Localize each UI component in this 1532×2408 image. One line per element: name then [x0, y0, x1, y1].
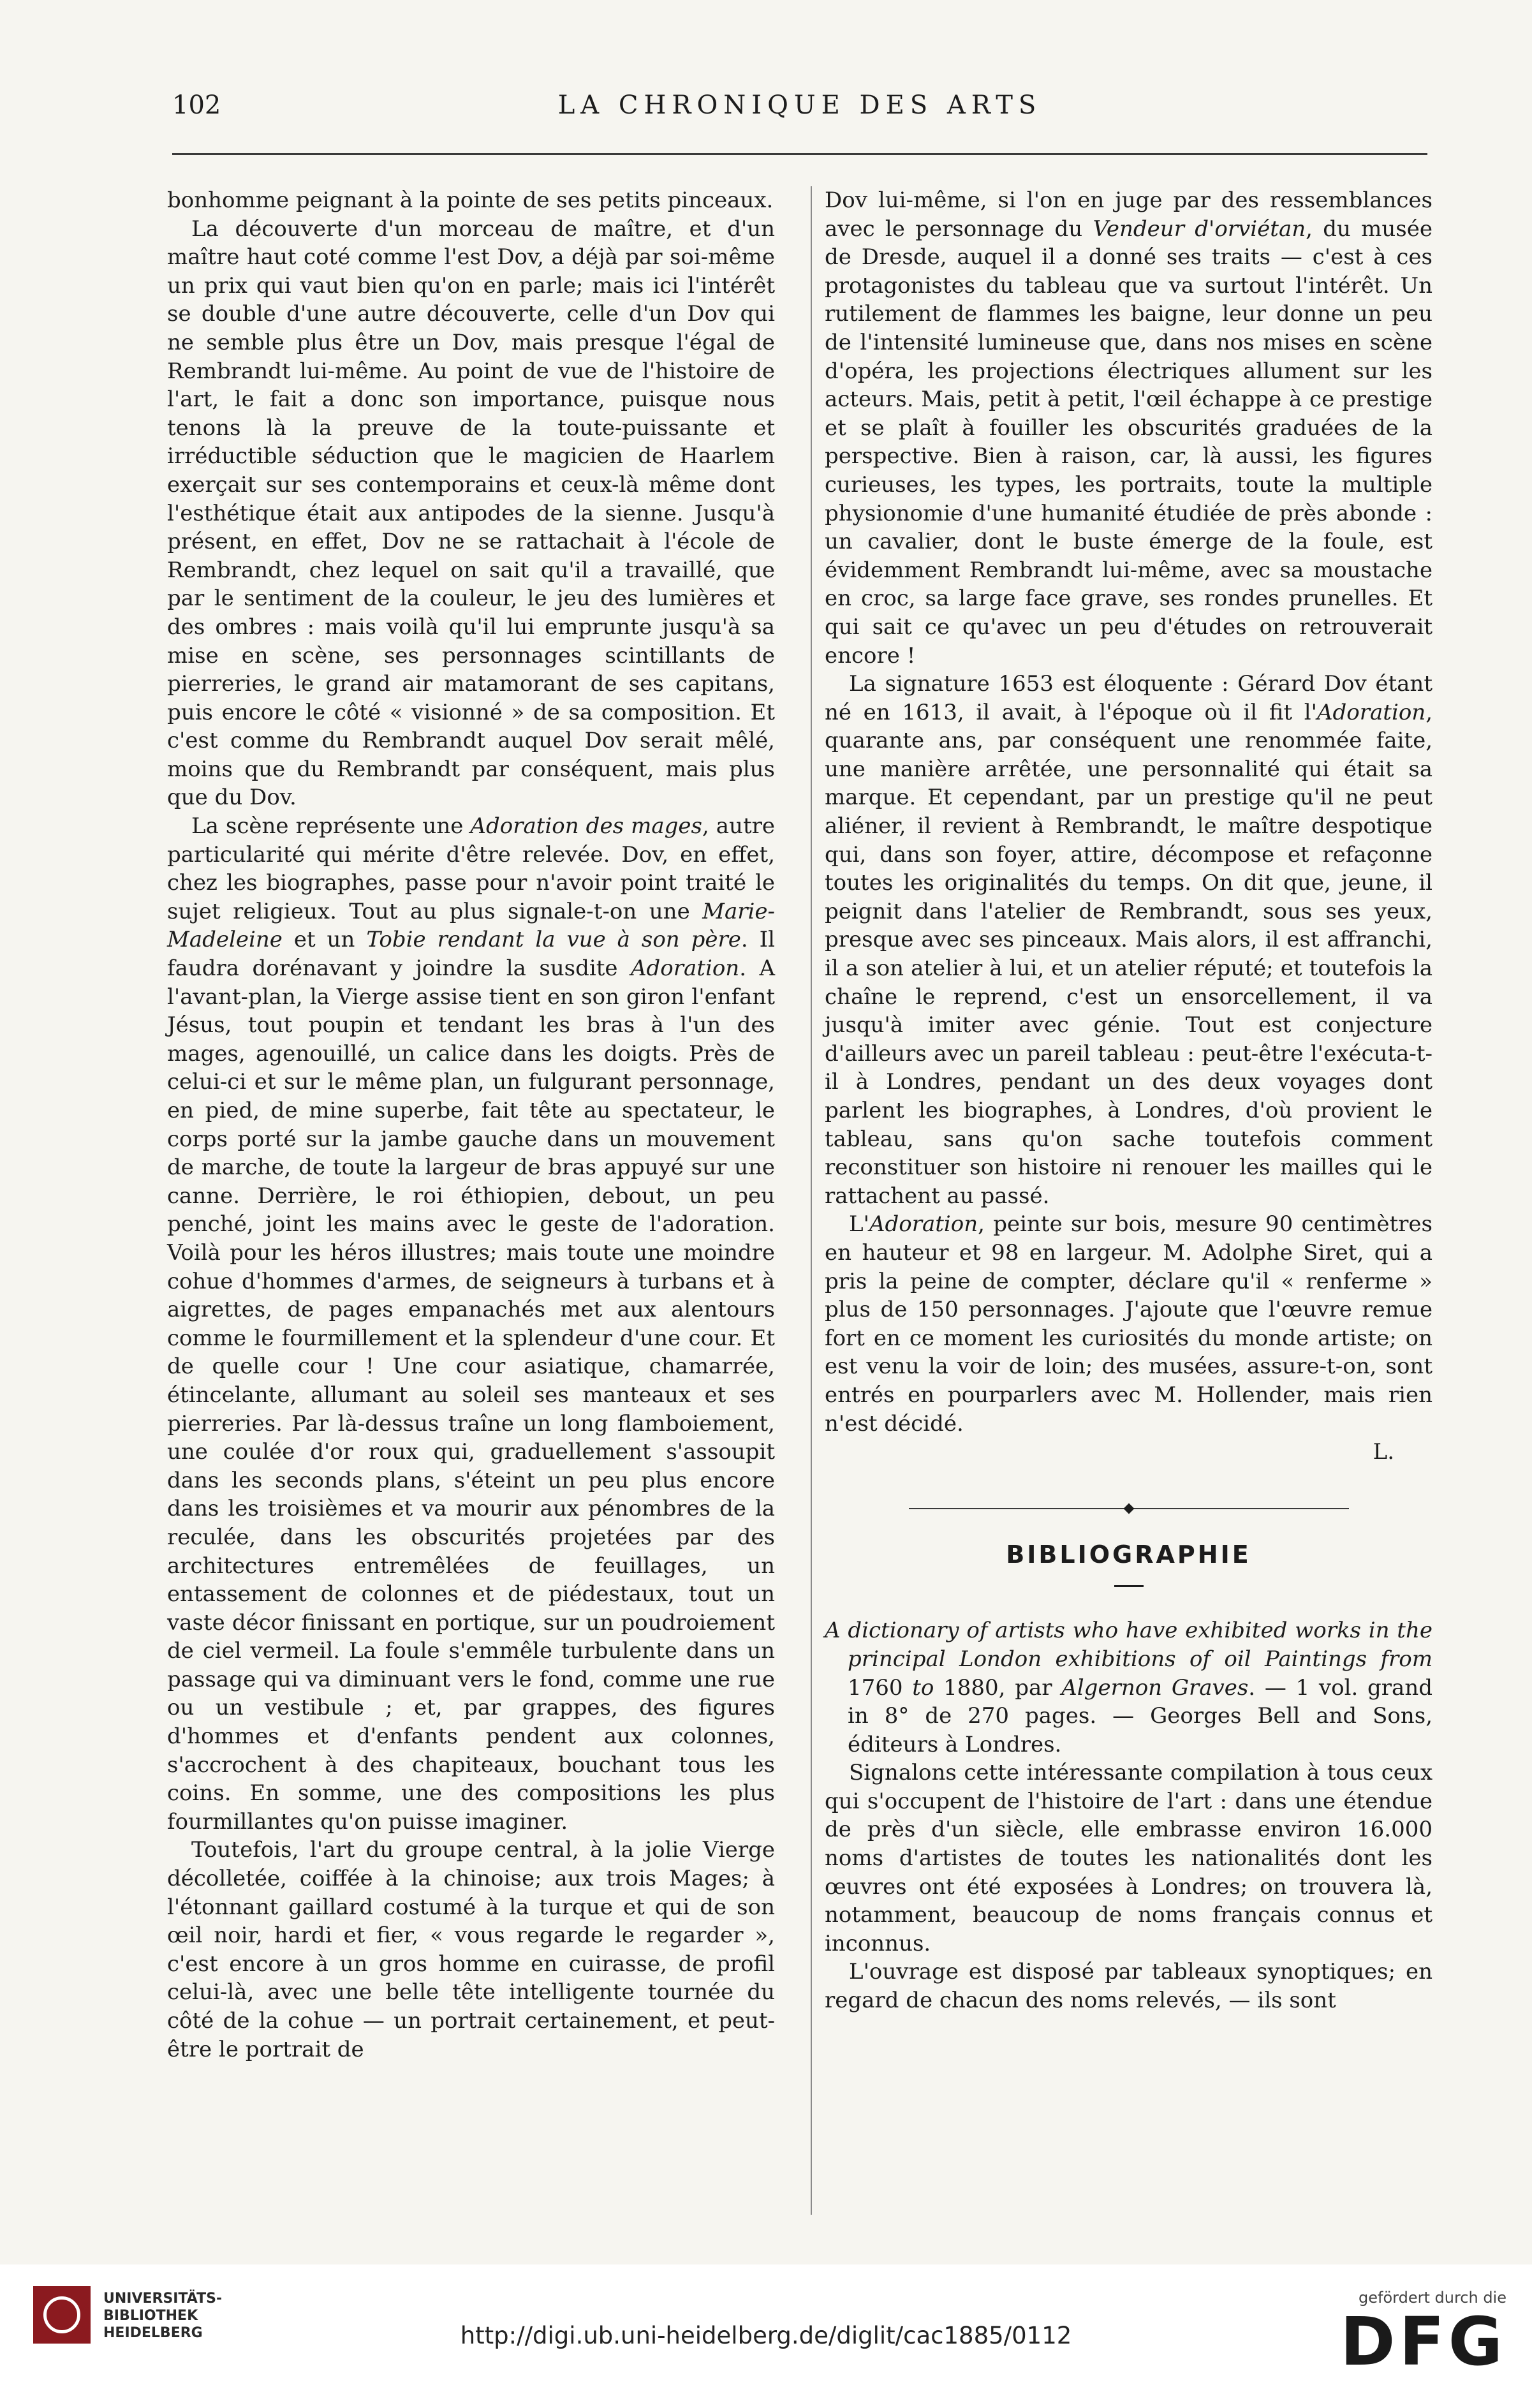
footer-bar [0, 2264, 1532, 2408]
paragraph-dov: Dov lui-même, si l'on en juge par des ressemblances avec le personnage du Vendeur d'orviétan, du musée de Dresde, auquel il a donné ses traits — c'est à ces protagonistes du tableau que va surtout l'intérêt. Un rutilement de flammes les baigne, leur donne un peu de l'intensité lumineuse que, dans nos mises en scène d'opéra, les projections électriques allument sur les acteurs. Mais, petit à petit, l'œil échappe à ce prestige et se plaît à fouiller les obscurités graduées de la perspective. Bien à raison, car, là aussi, les figures curieuses, les types, les portraits, toute la multiple physionomie d'une humanité étudiée de près abonde : un cavalier, dont le buste émerge de la foule, est évidemment Rembrandt lui-même, avec sa moustache en croc, sa large face grave, ses rondes prunelles. Et qui sait ce qu'avec un peu d'études on retrouverait encore ! [825, 188, 1433, 668]
diamond-ornament-icon [1123, 1503, 1134, 1514]
sponsor-block [1315, 2268, 1506, 2396]
paragraph: bonhomme peignant à la pointe de ses petits pinceaux. [167, 188, 774, 213]
permalink-url[interactable]: http://digi.ub.uni-heidelberg.de/diglit/cac1885/0112 [460, 2322, 1072, 2349]
page-number: 102 [172, 91, 221, 120]
dfg-logo: DFG [1340, 2303, 1506, 2381]
paragraph: L'ouvrage est disposé par tableaux synoptiques; en regard de chacun des noms relevés, — ils sont [825, 1959, 1433, 2014]
sponsor-label: gefördert durch die [1359, 2289, 1506, 2307]
paragraph: Toutefois, l'art du groupe central, à la jolie Vierge décolletée, coiffée à la chinoise; aux trois Mages; à l'étonnant gaillard costumé à la turque et qui de son œil noir, hardi et fier, « vous regarde le regarder », c'est encore à un gros homme en cuirasse, de profil celui-là, avec une belle tête intelligente tournée du côté de la cohue — un portrait certainement, et peut-être le portrait de [167, 1837, 775, 2062]
library-name: UNIVERSITÄTS- BIBLIOTHEK HEIDELBERG [103, 2291, 223, 2341]
header-rule [172, 153, 1427, 155]
running-title: LA CHRONIQUE DES ARTS [557, 91, 1042, 120]
section-heading: BIBLIOGRAPHIE [1006, 1540, 1251, 1569]
left-column [167, 186, 775, 2064]
author-signature: L. [1373, 1439, 1394, 1465]
paragraph-adoration: La scène représente une Adoration des mages, autre particularité qui mérite d'être relevée. Dov, en effet, chez les biographes, passe pour n'avoir point traité le sujet religieux. Tout au plus signale-t-on une Marie-Madeleine et un Tobie rendant la vue à son père. Il faudra dorénavant y joindre la susdite Adoration. A l'avant-plan, la Vierge assise tient en son giron l'enfant Jésus, tout poupin et tendant les bras à l'un des mages, agenouillé, un calice dans les doigts. Près de celui-ci et sur le même plan, un fulgurant personnage, en pied, de mine superbe, fait tête au spectateur, le corps porté sur la jambe gauche dans un mouvement de marche, de toute la largeur de bras appuyé sur une canne. Derrière, le roi éthiopien, debout, un peu penché, joint les mains avec le geste de l'adoration. Voilà pour les héros illustres; mais toute une moindre cohue d'hommes d'armes, de seigneurs à turbans et à aigrettes, de pages empanachés met aux alentours comme le fourmillement et la splendeur d'une cour. Et de quelle cour ! Une cour asiatique, chamarrée, étincelante, allumant au soleil ses manteaux et ses pierreries. Par là-dessus traîne un long flamboiement, une coulée d'or roux qui, graduellement s'assoupit dans les seconds plans, s'éteint un peu plus encore dans les troisièmes et va mourir aux pénombres de la reculée, dans les obscurités projetées par des architectures entremêlées de feuillages, un entassement de colonnes et de piédestaux, tout un vaste décor finissant en portique, sur un poudroiement de ciel vermeil. La foule s'emmêle turbulente dans un passage qui va diminuant vers le fond, comme une rue ou un vestibule ; et, par grappes, des figures d'hommes et d'enfants pendent aux colonnes, s'accrochent à des chapiteaux, bouchant tous les coins. En somme, une des compositions les plus fourmillantes qu'on puisse imaginer. [167, 813, 776, 1835]
paragraph: Signalons cette intéressante compilation à tous ceux qui s'occupent de l'histoire de l'art : dans une étendue de près d'un siècle, elle embrasse environ 16.000 noms d'artistes de toutes les nationalités dont les œuvres ont été exposées à Londres; on trouvera là, notamment, beaucoup de noms français connus et inconnus. [825, 1760, 1433, 1956]
paragraph-signature-date: La signature 1653 est éloquente : Gérard Dov étant né en 1613, il avait, à l'époque où il fit l'Adoration, quarante ans, par conséquent une renommée faite, une manière arrêtée, une personnalité qui était sa marque. Et cependant, par un prestige qu'il ne peut aliéner, il revient à Rembrandt, le maître despotique qui, dans son foyer, attire, décompose et refaçonne toutes les originalités du temps. On dit que, jeune, il peignit dans l'atelier de Rembrandt, sous ses yeux, presque avec ses pinceaux. Mais alors, il est affranchi, il a son atelier à lui, et un atelier réputé; et toutefois la chaîne le reprend, c'est un ensorcellement, il va jusqu'à imiter avec génie. Tout est conjecture d'ailleurs avec un pareil tableau : peut-être l'exécuta-t-il à Londres, pendant un des deux voyages dont parlent les biographes, à Londres, d'où provient le tableau, sans qu'on sache toutefois comment reconstituer son histoire ni renouer les mailles qui le rattachent au passé. [825, 671, 1433, 1209]
paragraph: La découverte d'un morceau de maître, et d'un maître haut coté comme l'est Dov, a déjà par soi-même un prix qui vaut bien qu'on en parle; mais ici l'intérêt se double d'une autre découverte, celle d'un Dov qui ne semble plus être un Dov, mais presque l'égal de Rembrandt lui-même. Au point de vue de l'histoire de l'art, le fait a donc son importance, puisque nous tenons là la preuve de la toute-puissante et irréductible séduction que le magicien de Haarlem exerçait sur ses contemporains et ceux-là même dont l'esthétique était aux antipodes de la sienne. Jusqu'à présent, en effet, Dov ne se rattachait à l'école de Rembrandt, chez lequel on sait qu'il a travaillé, que par le sentiment de la couleur, le jeu des lumières et des ombres : mais voilà qu'il lui emprunte jusqu'à sa mise en scène, ses personnages scintillants de pierreries, le grand air matamorant de ses capitans, puis encore le côté « visionné » de sa composition. Et c'est comme du Rembrandt auquel Dov serait mêlé, moins que du Rembrandt par conséquent, mais plus que du Dov. [167, 216, 775, 811]
page-header [172, 91, 1427, 126]
section-separator [909, 1505, 1349, 1512]
bibliography-entry: A dictionary of artists who have exhibited works in the principal London exhibitions of oil Paintings from 1760 to 1880, par Algernon Graves. — 1 vol. grand in 8° de 270 pages. — Georges Bell and Sons, éditeurs à Londres. [825, 1618, 1433, 1757]
heading-dash [1114, 1585, 1144, 1587]
paragraph-measure: L'Adoration, peinte sur bois, mesure 90 centimètres en hauteur et 98 en largeur. M. Adolphe Siret, qui a pris la peine de compter, déclare qu'il « renferme » plus de 150 personnages. J'ajoute que l'œuvre remue fort en ce moment les curiosités du monde artiste; on est venu la voir de loin; des musées, assure-t-on, sont entrés en pourparlers avec M. Hollender, mais rien n'est décidé. [825, 1211, 1433, 1437]
column-divider [811, 186, 812, 2215]
right-column [825, 186, 1433, 2015]
